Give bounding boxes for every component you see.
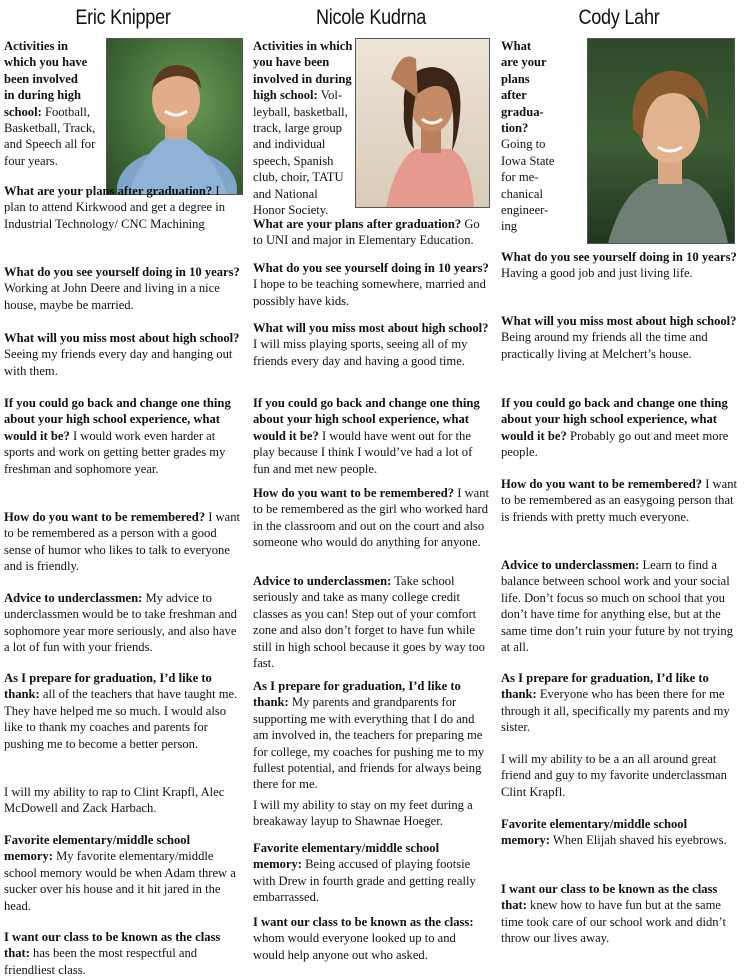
qa-item: Advice to underclassmen: Take school seriously and take as many college credit classes as you can! Step out of your comfort zone and also don’t forget to have fun while still in high school because it goes by way too fast. [253, 574, 485, 671]
qa-item: How do you want to be remembered? I want to be remembered as a person with a good sense of humor who likes to talk to everyone and is friendly. [4, 510, 241, 574]
qa-item: I will my ability to rap to Clint Krapfl, Alec McDowell and Zack Harbach. [4, 785, 225, 816]
qa-item: As I prepare for graduation, I’d like to thank: Everyone who has been there for me through it all, specifically my parents and my sister. [501, 671, 730, 735]
qa-item: I want our class to be known as the class that: knew how to have fun but at the same time took care of our school work and didn’t throw our lives away. [501, 882, 727, 946]
qa-item: What are your plans after graduation? Go to UNI and major in Elementary Education. [253, 217, 480, 248]
qa-item: As I prepare for graduation, I’d like to thank: My parents and grandparents for supporting me with everything that I do and am involved in, the teachers for preparing me for college, my coaches for pushing me to my fullest potential, and friends for always being there for me. [253, 679, 485, 792]
qa-item: I want our class to be known as the class that: has been the most respectful and friendliest class. [4, 930, 221, 977]
profile-column-nicole [253, 0, 489, 979]
intro-question: Activities in which you have been involved in during high school: Vol- leyball, basketball, track, large group and individual speech, Spanish club, choir, TATU and National Honor Society. [253, 39, 353, 218]
qa-item: What do you see yourself doing in 10 years? Having a good job and just living life. [501, 250, 737, 281]
student-name: Cody Lahr [578, 6, 660, 29]
intro-question: What are your plans after gradua- tion? Going to Iowa State for me- chanical engineer- ing [501, 39, 555, 234]
qa-item: I will my ability to be a an all around great friend and guy to my favorite underclassman Clint Krapfl. [501, 752, 727, 799]
qa-item: What will you miss most about high school? Seeing my friends every day and hanging out with them. [4, 331, 240, 378]
qa-item: Advice to underclassmen: My advice to underclassmen would be to take freshman and sophomore year more seriously, and also have a lot of fun with your friends. [4, 591, 237, 655]
qa-item: Favorite elementary/middle school memory: When Elijah shaved his eyebrows. [501, 817, 727, 848]
qa-item: Favorite elementary/middle school memory: Being accused of playing footsie with Drew in fourth grade and getting really embarrassed. [253, 841, 476, 905]
intro-answer: Football, [44, 104, 91, 119]
qa-item: What do you see yourself doing in 10 years? Working at John Deere and living in a nice house, maybe be married. [4, 265, 240, 312]
qa-item: What will you miss most about high school? I will miss playing sports, seeing all of my friends every day and having a good time. [253, 321, 489, 368]
qa-item: As I prepare for graduation, I’d like to thank: all of the teachers that have taught me. They have helped me so much. I would also like to thank my coaches and parents for pushing me to become a better person. [4, 671, 238, 751]
qa-item: How do you want to be remembered? I want to be remembered as the girl who worked hard in the classroom and out on the court and also someone who would do anything for anyone. [253, 486, 490, 550]
qa-item: What are your plans after graduation? I plan to attend Kirkwood and get a degree in Industrial Technology/ CNC Machining [4, 184, 226, 231]
portrait-illustration [356, 39, 489, 207]
profile-column-eric-text [4, 0, 242, 979]
qa-item: If you could go back and change one thing about your high school experience, what would it be? I would have went out for the play because I think I would’ve had a lot of fun and met new people. [253, 396, 480, 476]
intro-answer: Going to [501, 137, 546, 152]
qa-item: I will my ability to stay on my feet during a breakaway layup to Shawnae Hoeger. [253, 798, 473, 829]
profile-column-cody [501, 0, 737, 979]
intro-answer: Vol- [320, 88, 343, 103]
student-name: Eric Knipper [75, 6, 171, 29]
qa-item: Advice to underclassmen: Learn to find a balance between school work and your social life. Don’t focus so much on school that you don’t have time for anything else, but at the same time don’t ruin your future by not trying at all. [501, 558, 734, 655]
student-name: Nicole Kudrna [315, 6, 427, 29]
qa-item: How do you want to be remembered? I want to be remembered as an easygoing person that is friends with pretty much everyone. [501, 477, 738, 524]
student-photo [355, 38, 490, 208]
portrait-illustration [588, 39, 734, 243]
qa-item: If you could go back and change one thing about your high school experience, what would it be? Probably go out and meet more people. [501, 396, 729, 460]
qa-item: I want our class to be known as the class: whom would everyone looked up to and would help anyone out who asked. [253, 915, 474, 962]
qa-item: Favorite elementary/middle school memory: My favorite elementary/middle school memory would be when Adam threw a sucker over his house and it hit jared in the head. [4, 833, 236, 913]
intro-question: Activities in which you have been involved in during high school: Football, Basketball, Track, and Speech all for four years. [4, 39, 96, 168]
qa-item: What will you miss most about high school? Being around my friends all the time and practically living at Melchert’s house. [501, 314, 737, 361]
student-photo [587, 38, 735, 244]
qa-item: If you could go back and change one thing about your high school experience, what would it be? I would work even harder at sports and work on getting better grades my freshman and sophomore year. [4, 396, 231, 476]
qa-item: What do you see yourself doing in 10 years? I hope to be teaching somewhere, married and possibly have kids. [253, 261, 489, 308]
